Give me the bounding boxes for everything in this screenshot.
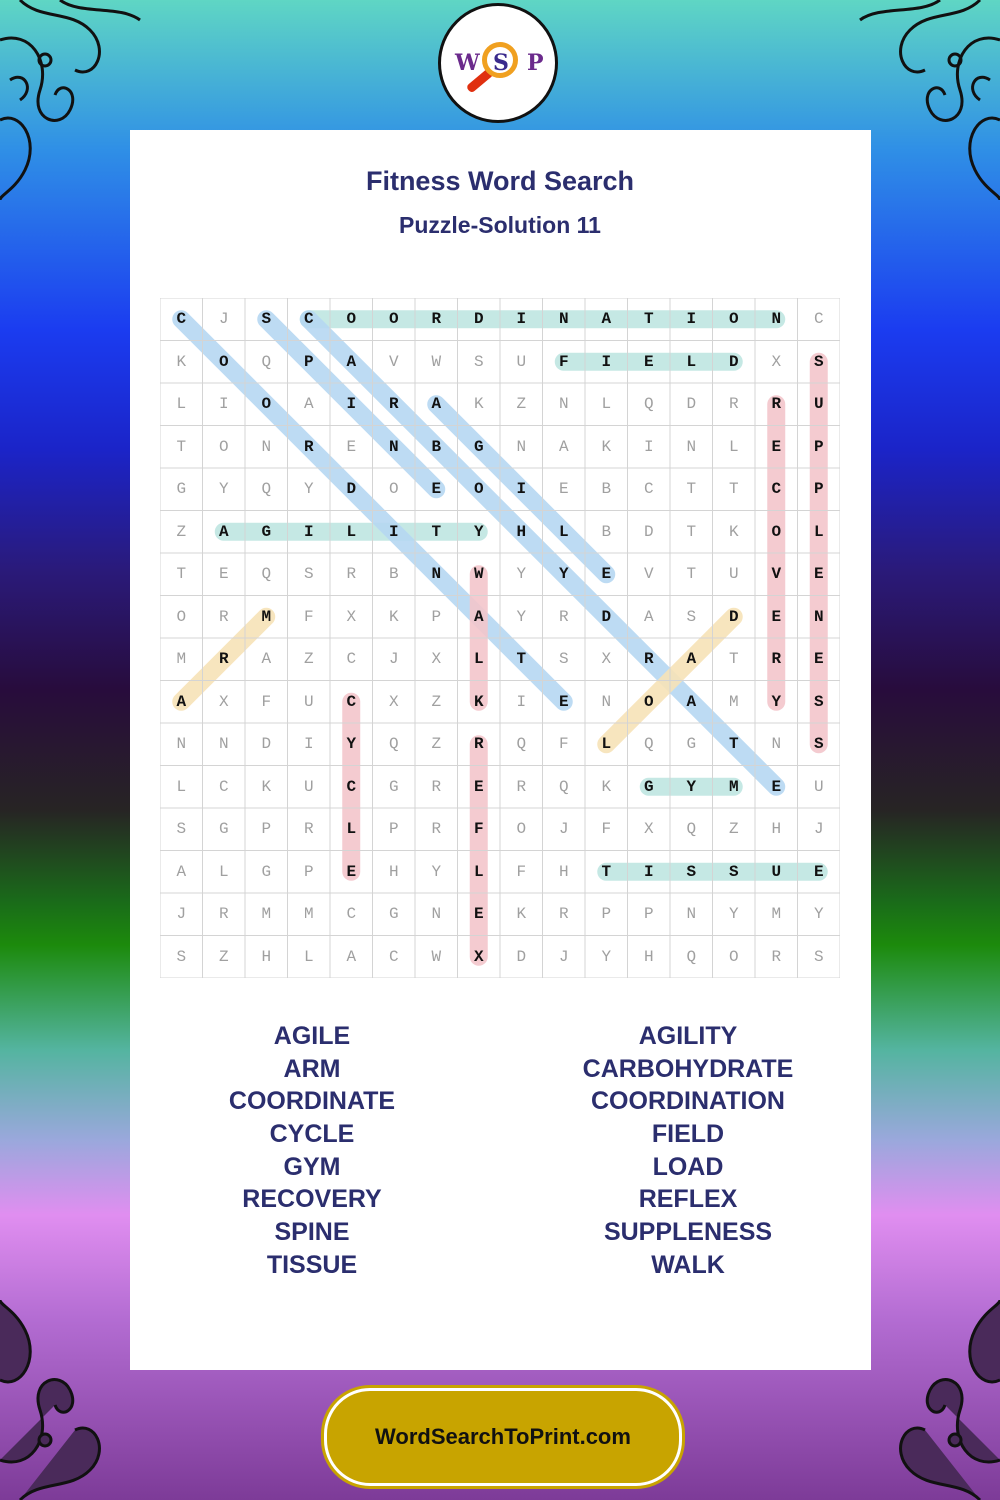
grid-cell[interactable]: Y xyxy=(516,607,527,626)
grid-cell[interactable]: N xyxy=(388,437,399,456)
grid-cell[interactable]: I xyxy=(686,310,697,329)
grid-cell[interactable]: Z xyxy=(303,650,314,669)
grid-cell[interactable]: N xyxy=(686,905,697,924)
grid-cell[interactable]: M xyxy=(728,692,739,711)
grid-cell[interactable]: Y xyxy=(218,480,229,499)
grid-cell[interactable]: L xyxy=(176,395,187,414)
grid-cell[interactable]: Z xyxy=(218,947,229,966)
grid-cell[interactable]: D xyxy=(601,607,612,626)
grid-cell[interactable]: X xyxy=(346,607,357,626)
grid-cell[interactable]: D xyxy=(473,310,484,329)
grid-cell[interactable]: P xyxy=(388,820,399,839)
grid-cell[interactable]: N xyxy=(813,607,824,626)
grid-cell[interactable]: R xyxy=(558,607,569,626)
grid-cell[interactable]: B xyxy=(431,437,442,456)
grid-cell[interactable]: J xyxy=(218,310,229,329)
site-logo[interactable] xyxy=(438,3,558,123)
grid-cell[interactable]: X xyxy=(473,947,484,966)
grid-cell[interactable]: P xyxy=(261,820,272,839)
grid-cell[interactable]: C xyxy=(303,310,314,329)
grid-cell[interactable]: U xyxy=(303,692,314,711)
grid-cell[interactable]: Q xyxy=(516,735,527,754)
grid-cell[interactable]: I xyxy=(516,480,527,499)
grid-cell[interactable]: W xyxy=(431,352,442,371)
grid-cell[interactable]: Z xyxy=(728,820,739,839)
grid-cell[interactable]: A xyxy=(473,607,484,626)
grid-cell[interactable]: T xyxy=(728,480,739,499)
grid-cell[interactable]: L xyxy=(601,395,612,414)
grid-cell[interactable]: J xyxy=(558,947,569,966)
grid-cell[interactable]: H xyxy=(643,947,654,966)
grid-cell[interactable]: S xyxy=(303,565,314,584)
grid-cell[interactable]: S xyxy=(261,310,272,329)
grid-cell[interactable]: M xyxy=(771,905,782,924)
grid-cell[interactable]: R xyxy=(431,777,442,796)
grid-cell[interactable]: S xyxy=(176,820,187,839)
grid-cell[interactable]: W xyxy=(473,565,484,584)
grid-cell[interactable]: B xyxy=(601,480,612,499)
grid-cell[interactable]: C xyxy=(346,692,357,711)
grid-cell[interactable]: C xyxy=(388,947,399,966)
grid-cell[interactable]: S xyxy=(176,947,187,966)
grid-cell[interactable]: K xyxy=(728,522,739,541)
grid-cell[interactable]: V xyxy=(643,565,654,584)
word-list-item: RECOVERY xyxy=(242,1185,382,1214)
grid-cell[interactable]: Y xyxy=(431,862,442,881)
grid-cell[interactable]: O xyxy=(261,395,272,414)
grid-cell[interactable]: T xyxy=(601,862,612,881)
grid-cell[interactable]: Y xyxy=(303,480,314,499)
grid-cell[interactable]: Q xyxy=(261,565,272,584)
grid-cell[interactable]: A xyxy=(346,947,357,966)
grid-cell[interactable]: H xyxy=(388,862,399,881)
grid-cell[interactable]: N xyxy=(218,735,229,754)
word-list-item: ARM xyxy=(283,1054,341,1083)
word-list-item: AGILITY xyxy=(638,1022,738,1050)
grid-cell[interactable]: E xyxy=(558,480,569,499)
grid-cell[interactable]: L xyxy=(176,777,187,796)
grid-cell[interactable]: K xyxy=(261,777,272,796)
grid-cell[interactable]: G xyxy=(176,480,187,499)
grid-cell[interactable]: X xyxy=(771,352,782,371)
grid-cell[interactable]: O xyxy=(771,522,782,541)
grid-cell[interactable]: S xyxy=(728,862,739,881)
grid-cell[interactable]: R xyxy=(346,565,357,584)
grid-cell[interactable]: E xyxy=(813,565,824,584)
grid-cell[interactable]: C xyxy=(346,905,357,924)
grid-cell[interactable]: Z xyxy=(176,522,187,541)
grid-cell[interactable]: A xyxy=(431,395,442,414)
grid-cell[interactable]: T xyxy=(686,480,697,499)
grid-cell[interactable]: M xyxy=(176,650,187,669)
grid-cell[interactable]: Y xyxy=(686,777,697,796)
grid-cell[interactable]: T xyxy=(728,735,739,754)
grid-cell[interactable]: Q xyxy=(558,777,569,796)
grid-cell[interactable]: S xyxy=(813,947,824,966)
grid-cell[interactable]: O xyxy=(218,437,229,456)
grid-cell[interactable]: L xyxy=(813,522,824,541)
word-list-item: FIELD xyxy=(651,1120,725,1149)
grid-cell[interactable]: F xyxy=(303,607,314,626)
grid-cell[interactable]: R xyxy=(431,820,442,839)
grid-cell[interactable]: N xyxy=(261,437,272,456)
grid-cell[interactable]: E xyxy=(813,862,824,881)
grid-cell[interactable]: O xyxy=(728,947,739,966)
grid-cell[interactable]: H xyxy=(261,947,272,966)
word-list-left xyxy=(152,1020,472,1282)
grid-cell[interactable]: T xyxy=(686,522,697,541)
grid-cell[interactable]: P xyxy=(813,480,824,499)
grid-cell[interactable]: Q xyxy=(261,480,272,499)
logo-letter-w: W xyxy=(455,50,480,76)
grid-cell[interactable]: S xyxy=(686,607,697,626)
grid-cell[interactable]: C xyxy=(218,777,229,796)
grid-cell[interactable]: O xyxy=(388,310,399,329)
grid-cell[interactable]: E xyxy=(771,437,782,456)
grid-cell[interactable]: U xyxy=(813,395,824,414)
grid-cell[interactable]: S xyxy=(813,692,824,711)
grid-cell[interactable]: P xyxy=(601,905,612,924)
grid-cell[interactable]: N xyxy=(771,735,782,754)
grid-cell[interactable]: M xyxy=(261,607,272,626)
grid-cell[interactable]: H xyxy=(771,820,782,839)
grid-cell[interactable]: T xyxy=(516,650,527,669)
word-list-item: TISSUE xyxy=(266,1250,358,1279)
grid-cell[interactable]: E xyxy=(813,650,824,669)
grid-cell[interactable]: G xyxy=(388,777,399,796)
grid-cell[interactable]: E xyxy=(771,607,782,626)
grid-cell[interactable]: Q xyxy=(261,352,272,371)
grid-cell[interactable]: O xyxy=(643,692,654,711)
grid-cell[interactable]: Q xyxy=(686,947,697,966)
grid-cell[interactable]: B xyxy=(388,565,399,584)
grid-cell[interactable]: G xyxy=(388,905,399,924)
grid-cell[interactable]: Z xyxy=(516,395,527,414)
word-list-item: GYM xyxy=(283,1152,341,1181)
grid-cell[interactable]: I xyxy=(643,437,654,456)
grid-cell[interactable]: D xyxy=(346,480,357,499)
grid-cell[interactable]: C xyxy=(346,650,357,669)
grid-cell[interactable]: F xyxy=(516,862,527,881)
grid-cell[interactable]: L xyxy=(303,947,314,966)
grid-cell[interactable]: F xyxy=(558,352,569,371)
word-list-item: COORDINATE xyxy=(228,1087,396,1116)
grid-cell[interactable]: S xyxy=(813,352,824,371)
grid-cell[interactable]: O xyxy=(728,310,739,329)
grid-cell[interactable]: D xyxy=(643,522,654,541)
grid-cell[interactable]: X xyxy=(643,820,654,839)
grid-cell[interactable]: S xyxy=(558,650,569,669)
grid-cell[interactable]: J xyxy=(388,650,399,669)
word-search-grid xyxy=(160,298,840,978)
grid-cell[interactable]: Y xyxy=(473,522,484,541)
grid-cell[interactable]: I xyxy=(516,310,527,329)
grid-cell[interactable]: C xyxy=(176,310,187,329)
grid-cell[interactable]: K xyxy=(176,352,187,371)
grid-cell[interactable]: N xyxy=(176,735,187,754)
grid-cell[interactable]: O xyxy=(218,352,229,371)
grid-cell[interactable]: U xyxy=(516,352,527,371)
grid-cell[interactable]: V xyxy=(771,565,782,584)
grid-cell[interactable]: H xyxy=(558,862,569,881)
grid-cell[interactable]: R xyxy=(218,607,229,626)
grid-cell[interactable]: T xyxy=(176,437,187,456)
grid-cell[interactable]: L xyxy=(473,650,484,669)
grid-cell[interactable]: R xyxy=(771,947,782,966)
word-list-item: LOAD xyxy=(652,1152,724,1181)
grid-cell[interactable]: A xyxy=(558,437,569,456)
word-list-item: WALK xyxy=(651,1250,725,1279)
logo-letter-p: P xyxy=(527,50,544,76)
grid-cell[interactable]: X xyxy=(388,692,399,711)
grid-cell[interactable]: P xyxy=(303,352,314,371)
grid-cell[interactable]: Q xyxy=(643,735,654,754)
grid-cell[interactable]: N xyxy=(686,437,697,456)
grid-cell[interactable]: A xyxy=(176,862,187,881)
grid-cell[interactable]: T xyxy=(728,650,739,669)
grid-cell[interactable]: F xyxy=(558,735,569,754)
grid-cell[interactable]: F xyxy=(473,820,484,839)
page-title: Fitness Word Search xyxy=(365,166,635,196)
grid-cell[interactable]: D xyxy=(261,735,272,754)
grid-cell[interactable]: D xyxy=(728,352,739,371)
grid-cell[interactable]: R xyxy=(771,395,782,414)
grid-cell[interactable]: R xyxy=(303,820,314,839)
grid-cell[interactable]: C xyxy=(771,480,782,499)
word-list-item: CYCLE xyxy=(269,1120,355,1149)
grid-cell[interactable]: I xyxy=(303,522,314,541)
grid-cell[interactable]: R xyxy=(771,650,782,669)
grid-cell[interactable]: O xyxy=(473,480,484,499)
grid-cell[interactable]: A xyxy=(643,607,654,626)
grid-cell[interactable]: L xyxy=(601,735,612,754)
grid-cell[interactable]: N xyxy=(558,395,569,414)
grid-cell[interactable]: O xyxy=(388,480,399,499)
grid-cell[interactable]: R xyxy=(431,310,442,329)
grid-cell[interactable]: L xyxy=(218,862,229,881)
grid-cell[interactable]: S xyxy=(813,735,824,754)
grid-cell[interactable]: A xyxy=(601,310,612,329)
grid-cell[interactable]: H xyxy=(516,522,527,541)
grid-cell[interactable]: R xyxy=(643,650,654,669)
grid-cell[interactable]: E xyxy=(431,480,442,499)
grid-cell[interactable]: R xyxy=(303,437,314,456)
grid-cell[interactable]: L xyxy=(686,352,697,371)
grid-cell[interactable]: S xyxy=(473,352,484,371)
word-list-right xyxy=(528,1020,848,1282)
grid-cell[interactable]: R xyxy=(473,735,484,754)
grid-cell[interactable]: T xyxy=(176,565,187,584)
grid-cell[interactable]: Y xyxy=(601,947,612,966)
grid-cell[interactable]: N xyxy=(516,437,527,456)
grid-cell[interactable]: U xyxy=(813,777,824,796)
grid-cell[interactable]: A xyxy=(261,650,272,669)
grid-cell[interactable]: B xyxy=(601,522,612,541)
grid-cell[interactable]: I xyxy=(516,692,527,711)
grid-cell[interactable]: E xyxy=(771,777,782,796)
grid-cell[interactable]: J xyxy=(813,820,824,839)
grid-cell[interactable]: N xyxy=(558,310,569,329)
grid-cell[interactable]: K xyxy=(516,905,527,924)
grid-cell[interactable]: K xyxy=(388,607,399,626)
word-list-item: COORDINATION xyxy=(591,1087,785,1116)
grid-cell[interactable]: A xyxy=(686,650,697,669)
grid-cell[interactable]: R xyxy=(218,650,229,669)
grid-cell[interactable]: F xyxy=(601,820,612,839)
grid-cell[interactable]: A xyxy=(346,352,357,371)
grid-cell[interactable]: C xyxy=(643,480,654,499)
grid-cell[interactable]: I xyxy=(346,395,357,414)
grid-cell[interactable]: K xyxy=(601,777,612,796)
grid-cell[interactable]: L xyxy=(728,437,739,456)
grid-cell[interactable]: D xyxy=(728,607,739,626)
grid-cell[interactable]: E xyxy=(643,352,654,371)
grid-cell[interactable]: A xyxy=(218,522,229,541)
grid-cell[interactable]: N xyxy=(601,692,612,711)
grid-cell[interactable]: J xyxy=(176,905,187,924)
word-list-item: AGILE xyxy=(273,1022,351,1050)
grid-cell[interactable]: P xyxy=(813,437,824,456)
grid-cell[interactable]: V xyxy=(388,352,399,371)
grid-cell[interactable]: K xyxy=(473,395,484,414)
grid-cell[interactable]: E xyxy=(346,437,357,456)
website-button[interactable]: WordSearchToPrint.com xyxy=(324,1388,682,1486)
grid-cell[interactable]: W xyxy=(431,947,442,966)
grid-cell[interactable]: R xyxy=(516,777,527,796)
grid-cell[interactable]: K xyxy=(601,437,612,456)
grid-cell[interactable]: D xyxy=(516,947,527,966)
grid-cell[interactable]: R xyxy=(558,905,569,924)
grid-cell[interactable]: Q xyxy=(686,820,697,839)
word-list-item: REFLEX xyxy=(638,1185,738,1214)
grid-cell[interactable]: D xyxy=(686,395,697,414)
grid-cell[interactable]: K xyxy=(473,692,484,711)
grid-cell[interactable]: M xyxy=(728,777,739,796)
grid-cell[interactable]: G xyxy=(686,735,697,754)
grid-cell[interactable]: G xyxy=(218,820,229,839)
word-list-item: CARBOHYDRATE xyxy=(582,1054,794,1083)
grid-cell[interactable]: Q xyxy=(388,735,399,754)
grid-cell[interactable]: N xyxy=(431,905,442,924)
grid-cell[interactable]: O xyxy=(176,607,187,626)
grid-cell[interactable]: E xyxy=(601,565,612,584)
grid-cell[interactable]: G xyxy=(473,437,484,456)
grid-cell[interactable]: R xyxy=(728,395,739,414)
grid-cell[interactable]: L xyxy=(346,820,357,839)
grid-cell[interactable]: F xyxy=(261,692,272,711)
grid-cell[interactable]: L xyxy=(558,522,569,541)
word-list-item: SUPPLENESS xyxy=(603,1218,773,1247)
grid-cell[interactable]: E xyxy=(346,862,357,881)
grid-cell[interactable]: I xyxy=(643,862,654,881)
grid-cell[interactable]: Y xyxy=(771,692,782,711)
grid-cell[interactable]: M xyxy=(303,905,314,924)
grid-cell[interactable]: P xyxy=(431,607,442,626)
grid-cell[interactable]: J xyxy=(558,820,569,839)
grid-cell[interactable]: X xyxy=(431,650,442,669)
grid-cell[interactable]: Y xyxy=(346,735,357,754)
grid-cell[interactable]: X xyxy=(218,692,229,711)
grid-cell[interactable]: A xyxy=(303,395,314,414)
page-subtitle: Puzzle-Solution 11 xyxy=(399,212,601,238)
grid-cell[interactable]: S xyxy=(686,862,697,881)
grid-cell[interactable]: Z xyxy=(431,735,442,754)
grid-cell[interactable]: X xyxy=(601,650,612,669)
grid-cell[interactable]: T xyxy=(431,522,442,541)
grid-cell[interactable]: I xyxy=(388,522,399,541)
grid-cell[interactable]: I xyxy=(218,395,229,414)
grid-cell[interactable]: G xyxy=(261,522,272,541)
grid-cell[interactable]: U xyxy=(303,777,314,796)
grid-cell[interactable]: G xyxy=(643,777,654,796)
word-list-item: SPINE xyxy=(274,1218,350,1247)
grid-cell[interactable]: Z xyxy=(431,692,442,711)
grid-cell[interactable]: P xyxy=(643,905,654,924)
grid-cell[interactable]: E xyxy=(473,777,484,796)
logo-letter-s: S xyxy=(493,50,509,76)
grid-cell[interactable]: I xyxy=(303,735,314,754)
grid-cell[interactable]: U xyxy=(728,565,739,584)
grid-cell[interactable]: E xyxy=(473,905,484,924)
grid-cell[interactable]: U xyxy=(771,862,782,881)
grid-cell[interactable]: T xyxy=(643,310,654,329)
grid-cell[interactable]: E xyxy=(218,565,229,584)
grid-cell[interactable]: Y xyxy=(558,565,569,584)
grid-cell[interactable]: G xyxy=(261,862,272,881)
grid-cell[interactable]: Y xyxy=(813,905,824,924)
grid-cell[interactable]: P xyxy=(303,862,314,881)
grid-cell[interactable]: R xyxy=(388,395,399,414)
grid-cell[interactable]: Q xyxy=(643,395,654,414)
grid-cell[interactable]: T xyxy=(686,565,697,584)
grid-cell[interactable]: O xyxy=(346,310,357,329)
grid-cell[interactable]: A xyxy=(176,692,187,711)
grid-cell[interactable]: R xyxy=(218,905,229,924)
grid-cell[interactable]: C xyxy=(813,310,824,329)
grid-cell[interactable]: L xyxy=(473,862,484,881)
grid-cell[interactable]: O xyxy=(516,820,527,839)
grid-cell[interactable]: N xyxy=(771,310,782,329)
grid-cell[interactable]: A xyxy=(686,692,697,711)
grid-cell[interactable]: E xyxy=(558,692,569,711)
grid-cell[interactable]: C xyxy=(346,777,357,796)
grid-cell[interactable]: M xyxy=(261,905,272,924)
grid-cell[interactable]: I xyxy=(601,352,612,371)
grid-cell[interactable]: Y xyxy=(516,565,527,584)
grid-cell[interactable]: L xyxy=(346,522,357,541)
grid-cell[interactable]: N xyxy=(431,565,442,584)
grid-cell[interactable]: Y xyxy=(728,905,739,924)
